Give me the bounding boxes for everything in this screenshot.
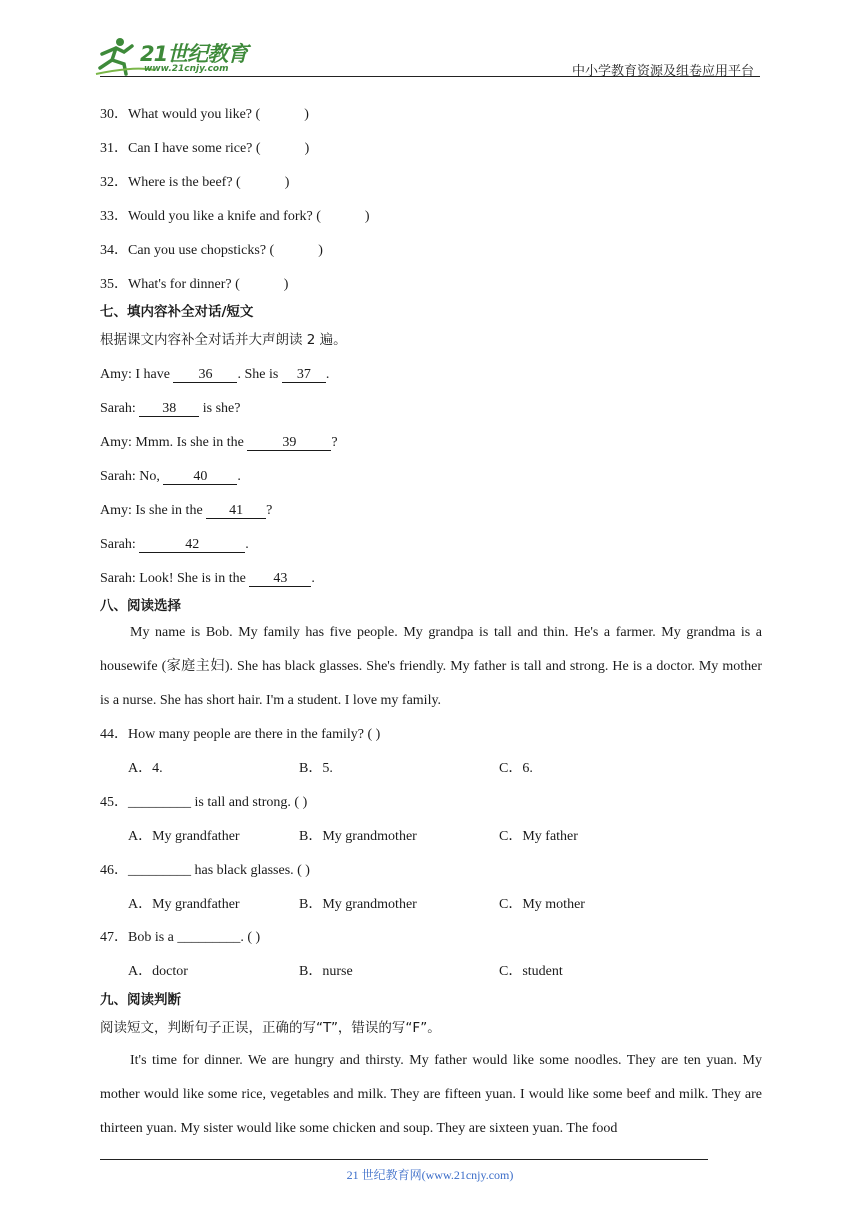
question-item <box>100 174 289 192</box>
mc-question <box>100 929 260 947</box>
question-close-paren: ) <box>283 277 289 292</box>
fill-blank[interactable]: 42 <box>139 537 245 553</box>
dialogue-text: ? <box>266 503 273 518</box>
passage-8-text: My name is Bob. My family has five people. My grandpa is tall and thin. He's a farmer. My grandma is a housewife (家庭主妇). She has black glasses. She's friendly. My father is tall and strong. He is a doctor. My mother is a nurse. She has short hair. I'm a student. I love my family. <box>100 625 762 708</box>
passage-9-text: It's time for dinner. We are hungry and thirsty. My father would like some noodles. They are ten yuan. My mother would like some rice, vegetables and milk. They are fifteen yuan. I would like some beef and milk. They are thirteen yuan. My sister would like some chicken and soup. They are sixteen yuan. The food <box>100 1053 762 1136</box>
dialogue-text: Amy: Mmm. Is she in the <box>100 435 248 450</box>
dialogue-text: Sarah: <box>100 537 140 552</box>
answer-option[interactable]: A．doctor <box>128 964 188 979</box>
footer-text: 21 世纪教育网(www.21cnjy.com) <box>346 1168 514 1182</box>
question-item <box>100 276 288 294</box>
dialogue-line <box>100 366 329 384</box>
dialogue-line <box>100 502 272 520</box>
dialogue-text: . <box>245 537 249 552</box>
reading-passage-9 <box>100 1044 762 1146</box>
fill-blank[interactable]: 41 <box>206 503 266 519</box>
answer-option[interactable]: B．My grandmother <box>299 897 417 912</box>
fill-blank[interactable]: 40 <box>163 469 237 485</box>
dialogue-text: . She is <box>237 367 282 382</box>
question-close-paren: ) <box>318 243 323 258</box>
question-number: 32． <box>100 175 128 190</box>
section-9-title: 九、阅读判断 <box>100 992 181 1008</box>
question-text: Bob is a _________. ( ) <box>128 930 261 945</box>
site-logo <box>94 34 264 78</box>
question-text: Can you use chopsticks? ( <box>128 243 275 258</box>
question-close-paren: ) <box>364 209 370 224</box>
fill-blank[interactable]: 37 <box>282 367 326 383</box>
answer-option[interactable]: A．My grandfather <box>128 829 240 844</box>
dialogue-line <box>100 434 338 452</box>
question-item <box>100 208 370 226</box>
answer-option[interactable]: B．My grandmother <box>299 829 417 844</box>
mc-question <box>100 726 380 744</box>
question-item <box>100 140 309 158</box>
mc-question <box>100 862 310 880</box>
question-number: 44． <box>100 727 128 742</box>
question-number: 30． <box>100 107 128 122</box>
answer-option[interactable]: C．student <box>499 964 563 979</box>
section-9-instruction: 阅读短文，判断句子正误，正确的写“T”，错误的写“F”。 <box>100 1020 441 1036</box>
question-number: 45． <box>100 795 128 810</box>
section-7-instruction: 根据课文内容补全对话并大声朗读 2 遍。 <box>100 332 347 348</box>
fill-blank[interactable]: 43 <box>249 571 311 587</box>
dialogue-text: Sarah: Look! She is in the <box>100 571 250 586</box>
answer-option[interactable]: C．My father <box>499 829 578 844</box>
dialogue-text: . <box>325 367 330 382</box>
question-number: 31． <box>100 141 128 156</box>
dialogue-text: . <box>237 469 241 484</box>
question-item <box>100 242 323 260</box>
header-platform-text: 中小学教育资源及组卷应用平台 <box>571 64 754 79</box>
section-7-title: 七、填内容补全对话/短文 <box>100 304 254 320</box>
footer-divider <box>100 1159 708 1160</box>
section-8-title: 八、阅读选择 <box>100 598 181 614</box>
header-divider <box>100 76 760 77</box>
dialogue-text: Amy: Is she in the <box>100 503 207 518</box>
question-text: How many people are there in the family? ( ) <box>128 727 381 742</box>
question-text: Would you like a knife and fork? ( <box>128 209 321 224</box>
question-number: 35． <box>100 277 128 292</box>
dialogue-text: is she? <box>199 401 241 416</box>
answer-option[interactable]: A．4. <box>128 761 163 776</box>
question-text: Can I have some rice? ( <box>128 141 261 156</box>
question-number: 33． <box>100 209 128 224</box>
question-number: 46． <box>100 863 128 878</box>
question-text: _________ has black glasses. ( ) <box>128 863 310 878</box>
dialogue-line <box>100 400 240 418</box>
fill-blank[interactable]: 36 <box>173 367 237 383</box>
fill-blank[interactable]: 38 <box>139 401 199 417</box>
answer-option[interactable]: B．nurse <box>299 964 353 979</box>
dialogue-text: . <box>311 571 315 586</box>
question-close-paren: ) <box>304 141 310 156</box>
reading-passage-8 <box>100 616 762 718</box>
answer-option[interactable]: A．My grandfather <box>128 897 240 912</box>
dialogue-text: ? <box>331 435 338 450</box>
question-text: Where is the beef? ( <box>128 175 241 190</box>
question-close-paren: ) <box>304 107 309 122</box>
answer-option[interactable]: C．6. <box>499 761 533 776</box>
fill-blank[interactable]: 39 <box>247 435 331 451</box>
question-close-paren: ) <box>284 175 290 190</box>
answer-option[interactable]: C．My mother <box>499 897 585 912</box>
question-text: What's for dinner? ( <box>128 277 240 292</box>
logo-url: www.21cnjy.com <box>144 64 229 74</box>
dialogue-line <box>100 570 315 588</box>
logo-text: 21世纪教育 <box>140 42 248 66</box>
question-text: What would you like? ( <box>128 107 261 122</box>
question-item <box>100 106 309 124</box>
question-number: 34． <box>100 243 128 258</box>
dialogue-text: Sarah: <box>100 401 140 416</box>
question-number: 47． <box>100 930 128 945</box>
dialogue-line <box>100 536 249 554</box>
dialogue-text: Amy: I have <box>100 367 174 382</box>
dialogue-line <box>100 468 241 486</box>
question-text: _________ is tall and strong. ( ) <box>128 795 308 810</box>
answer-option[interactable]: B．5. <box>299 761 333 776</box>
mc-question <box>100 794 307 812</box>
dialogue-text: Sarah: No, <box>100 469 164 484</box>
